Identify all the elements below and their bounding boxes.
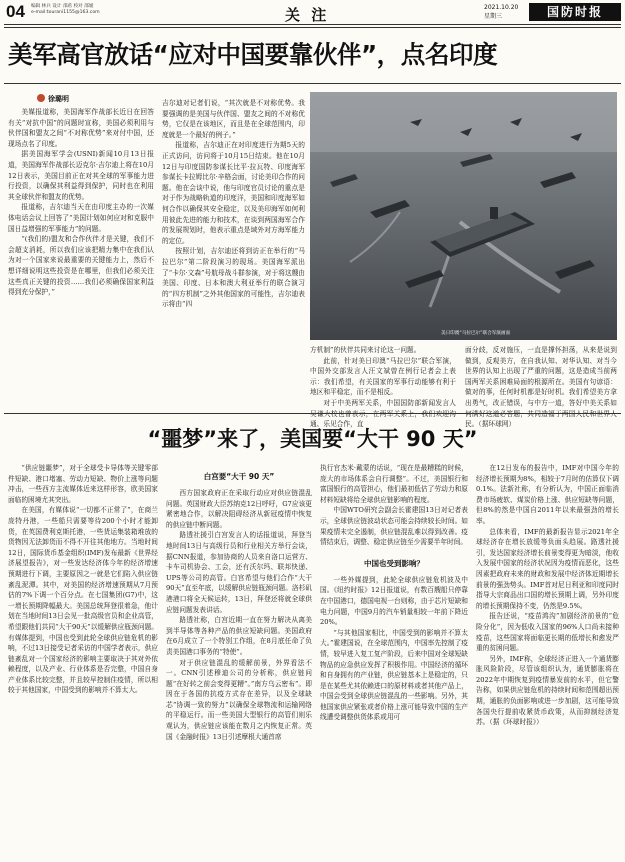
paragraph: “(我们的)盟友和合作伙伴才是关键，我们不会超支消耗，所以我们应该把精力集中在我们认为对一个国家来说最重要的关键能力上，然后不想详细说明这些投资是在哪里，但我们必须关注这些真正关键的投资……我们必须确保国家利益得到充分保护，” (8, 235, 154, 297)
paragraph: 报道称，吉尔迪当天在由印度主办的一次媒体电话会议上回答了“美国计划如何应对和克服中国日益增强的军事能力”的问题。 (8, 203, 154, 233)
article2-column-4 (476, 463, 619, 728)
paragraph: 总体来看，IMF的最新报告显示2021年全球经济存在增长放缓等负面头趋展。路透社援引，发达国家经济增长前景变得更为暗淡，他收入发展中国家的经济状况因为疫情而恶化，这些因素把政府未来的财政和发展中经济体近期增长前景的强劲势头。IMF首对尼日利亚和印度同时指导大宗商品出口国的增长预期上调，另外印度的增长预期保持不变，仍然是9.5%。 (476, 527, 619, 610)
paragraph: 报告还说，“疫苗鸿沟”加剧经济前景的“危险分化”，因为低收入国家的96%人口尚未接种疫苗，这些国家将面临更长期的低增长和愈发严重的贫困问题。 (476, 612, 619, 653)
paragraph: 对于供应链混乱的缓解前景，外界看法不一。CNN引述穆迪公司的分析称，供应链问题“在好转之前会变得更糟”。”南方乌云密布”。即因在于各国的抗疫方式存在差异，以及全球缺芯”协调一致的努力”以确保全球物流和运输网络的平稳运行。而一些美国大型银行的高管们则乐观认为，供应链应该能在数月之内恢复正常。英国《金融时报》13日引述摩根大通首席 (166, 658, 312, 741)
article1-column-3 (310, 345, 456, 430)
paragraph: 中国WTO研究会副会长霍建国13日对记者表示，全球供应链波动状态可能会持续较长时间。如果疫情未完全遏制，供应链混乱难以得到改善。疫情结束后，调整、稳定供应链至少需要半年时间。 (320, 506, 468, 547)
article2-column-3-body (320, 463, 468, 548)
author-bullet-icon (37, 94, 45, 102)
paragraph: 对于中美两军关系，中国国防部新闻发言人吴谦大校也曾表示，在两军关系上，我们欢迎沟通、乐见合作，直 (310, 398, 456, 429)
article1-headline: 美军高官放话“应对中国要靠伙伴”，点名印度 (8, 40, 498, 69)
paragraph: 路透社称，白宫近期一直在努力解决从离美到半导体等各种产品的供应短缺问题。美国政府在6月成立了一个特别工作组，在8月底任命了负责美国港口事务的“特使”。 (166, 616, 312, 656)
editor-credits: 编辑 林兵 设计 邵希 校对 邵媛 e-mail:tourani1155@163.com (31, 4, 100, 15)
paragraph: 一些外媒提到，此轮全球供应链危机波及中国。《纽约时报》12日报道说，有数百艘船只停靠在中国港口，德国电视一台则称，由于芯片短缺和电力问题，中国9月的汽车销量相较一年前下降近20%。 (320, 575, 468, 627)
paragraph: 另外，IMF称，全球经济正进入一个通货膨胀风险阶段，尽管该组织认为，通货膨胀将在2022年中期恢复到疫情暴发前的水平，但它警告称，如果供应链危机的持续时间和范围超出预期，通胀的负面影响或进一步加剧，这可能导致各国央行提前收紧货币政策，从而抑制经济复苏。（据《环球时报》） (476, 654, 619, 727)
article2-column-1 (8, 463, 158, 696)
paragraph: 报道称，吉尔迪正在对印度进行为期5天的正式访问，访问将于10月15日结束。他在10月12日与印度国防参谋长比平·拉瓦特、印度海军参谋长卡拉姆比尔·辛格会面，讨论美印合作的问题。他在会谈中说，他与印度官员讨论的重点是对于作为战略轨道的印度洋，美国和印度海军如何合作以确保其安全稳定，以及美印海军如何利用彼此先进的能力和技术，在谈到两国海军合作的发展规划时，他表示重点是域外对方海军能力的定位。 (162, 141, 305, 245)
paragraph: 面分歧，反对施压，一直是撑怀担荡，从来是说到做到，反观美方，在自我认知、对华认知、对当今世界的认知上出现了严重的问题，这是造成当前两国两军关系困难局面的根源所在。美国有句谚语：做对的事，任何时机都是好时机。我们希望美方拿出勇气，改正错误，与中方一道，答好中美关系如何满好这道必答题，共同造福于两国人民和世界人民。（据环球网） (465, 346, 617, 429)
paragraph: 此前，针对美日印澳“马拉巴尔”联合军演，中国外交部发言人汪文斌曾在例行记者会上表示：我们希望，有关国家的军事行动能够有利于地区和平稳定，而不是相反。 (310, 356, 456, 397)
paragraph: 按照计划，吉尔迪还将到访正在举行的“马拉巴尔”第二阶段演习的现场。美国海军派出了“卡尔·文森”号航母战斗群参演，对于将这艘由美国、印度、日本和澳大利亚举行的联合演习的“四方机制”之外其他国家的可能性，吉尔迪表示将由“四 (162, 247, 305, 309)
article1-column-1 (8, 107, 154, 298)
paragraph: 执行官杰米·戴蒙的话说，“现在是最糟糕的时候，庞大的市场体系会自行调整”。不过，美国银行和富国银行的高管担心，他们最初低估了劳动力和原材料短缺将给全球供应链影响的程度。 (320, 464, 468, 504)
article2-column-3-body-b (320, 575, 468, 723)
article2-column-2-body (166, 488, 312, 742)
page-number: 04 (6, 2, 25, 21)
paragraph: 西方国家政府正在采取行动应对供应链混乱问题。英国财政大臣苏纳克12日呼吁，G7应该更紧密地合作，以解决阻碍经济从新冠疫情中恢复的供应链中断问题。 (166, 489, 312, 529)
article1-column-2 (162, 98, 305, 310)
paragraph: 吉尔迪对记者们说，“其次就是不对称优势。我要强调的是美国与伙伴国、盟友之间的不对称优势，它仅是在该地区，而且是在全球范围内，印度就是一个最好的例子。” (162, 99, 305, 139)
paragraph: 方机制”的伙伴共同来讨论这一问题。 (310, 346, 421, 354)
author-name: 徐璐明 (48, 95, 69, 103)
paragraph: 路透社援引白宫发言人的话报道说，拜登当地时间13日与高级行员和行业相关方举行会谈，据CNN报道，参加协商的人员来自洛口运营方、卡车司机协会、工会，还有沃尔玛、联邦快递、UPS等公司的高管。白宫希望与他们合作“大干90天”直至年底，以缓解供应链瓶颈问题。洛杉矶港港口将全天候运转，13日，拜登还将就全球供应链问题发表讲话。 (166, 531, 312, 614)
masthead-rule (4, 24, 621, 25)
issue-weekday: 星期三 (484, 13, 503, 20)
section-title: 关 注 (285, 6, 330, 24)
subhead-white-house: 白宫要“大干 90 天” (203, 472, 275, 481)
article2-column-2 (166, 463, 312, 742)
article1-column-4 (465, 345, 617, 430)
article-divider (4, 413, 621, 414)
paragraph: “供应链噩梦”，对于全球受卡导体等关键零部件短缺、港口堵塞、劳动力短缺、物价上涨等问题冲击，一些西方主流媒体近来这样形容，欧美国家面临的困境尤其突出。 (8, 464, 158, 504)
paragraph: 美媒报道称，美国海军作战部长近日在回答有关“对抗中国”的问题时宣称，美国必须利用与伙伴国和盟友之间“不对称优势”来对付中国，还现场点名了印度。 (8, 108, 154, 148)
paragraph: 在12日发布的报告中，IMF对中国今年的经济增长预期为8%，相较于7月时的估算仅下调0.1%。法新社称，有分析认为，中国正面临消费市场疲软、煤炭价格上涨、供应短缺等问题，但8%的然是中国自2011年以来最强劲的增长率。 (476, 464, 619, 525)
author-byline (37, 94, 69, 104)
issue-date-block (484, 3, 518, 21)
article2-column-3 (320, 463, 468, 723)
paragraph: 据美国海军学会(USNI)新闻10月13日报道，美国海军作战部长迈克尔·吉尔迪上将在10月12日表示，美国目前正在对其全球的军事能力进行投资，以确保其利益得到保护，同时也在利用其全球伙伴和盟友的优势。 (8, 150, 154, 201)
newspaper-logo: 国防时报 (529, 3, 621, 21)
subhead-china-affected: 中国也受到影响？ (364, 558, 424, 568)
issue-date: 2021.10.20 (484, 4, 519, 11)
paragraph: “与其他国家相比，中国受到的影响并不算太大。”霍建国说，在全球范围内，中国率先控制了疫情，较早进入复工复产阶段，后来中国对全球短缺物品的应急供应发挥了积极作用。中国经济的循环和自身拥有的产业链，供应链基本上是稳定的，只是在某些尤其依赖进口的原材料或者其他产品上，中国会受到全球供应链混乱的一些影响。另外，其他国家供应紧张或者价格上涨可能导致中国的生产线遭受调整供货体系或用可 (320, 628, 468, 722)
masthead-rule-thin (4, 27, 621, 28)
headline-underline (4, 83, 621, 84)
paragraph: 在美国，有媒体说“一切都不正常了”，在商兰庞特丹港，一些船只需要等待200个小时才能卸货，在英国费利克斯托港，一些货运集装箱堆放的货物因无法卸货而不得不开往其他地方。当地时间12日，国际货币基金组织(IMF)发布最新《世界经济展望报告》，对一些发达经济体今年的经济增速预期进行下调，主要原因之一就是它们陷入供应链紊乱泥潭。其中，对美国的经济增速预期从7月预估的7%下调一个百分点。在七国集团(G7)中，这一增长预期降幅最大。美国总统拜登很着急，他计划在当地时间13日会见一批高级官员和企业高管，希望跟他们共同“大干90天”以缓解供应瓶颈问题。有媒体提到，中国也受到此轮全球供应链危机的影响，不过13日接受记者采访的中国学者表示，供应链紊乱对一个国家经济的影响主要取决于其对外依赖程度，以及产业、行业体系是否完整，中国自身产业体系比较完整，并且较早控制住疫情，所以相较于其他国家，中国受到的影响并不算太大。 (8, 506, 158, 695)
article2-headline: “噩梦”来了，美国要“大干 90 天” (147, 427, 478, 451)
photo-caption: 美日印澳“马拉巴尔”联合军演画面 (441, 331, 511, 336)
naval-exercise-photo (310, 92, 617, 340)
